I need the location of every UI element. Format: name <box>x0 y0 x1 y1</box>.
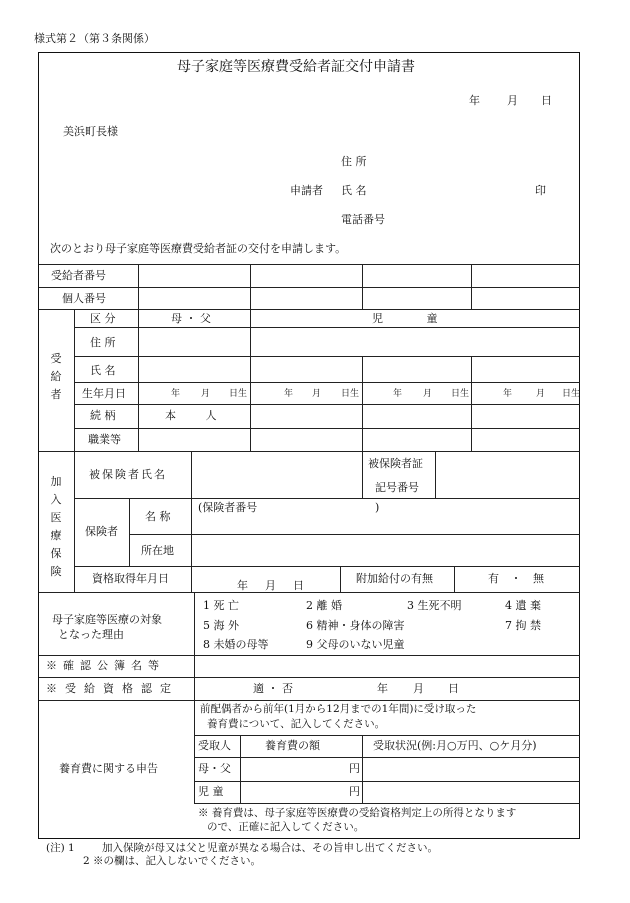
rule <box>138 264 139 309</box>
rule <box>340 566 341 592</box>
rule <box>74 309 75 592</box>
personal-no-label: 個人番号 <box>62 292 106 305</box>
note-item: 2 ※の欄は、記入しないでください。 <box>83 855 262 867</box>
birth-month: 月 <box>423 389 433 399</box>
qualification-day: 日 <box>448 682 459 695</box>
category-label: 区 分 <box>90 312 116 325</box>
rule <box>362 735 363 803</box>
occupation-row-label: 職業等 <box>88 433 121 446</box>
qualification-year: 年 <box>377 682 388 695</box>
rule <box>39 677 580 678</box>
benefit-value: 有 ・ 無 <box>488 572 544 585</box>
name-row-label: 氏 名 <box>90 364 116 377</box>
rule <box>74 428 580 429</box>
parent-label: 母 ・ 父 <box>171 312 211 325</box>
rule <box>240 735 241 803</box>
rule <box>194 781 580 782</box>
reason-item: 2 離 婚 <box>306 599 342 612</box>
birth-row-label: 生年月日 <box>82 387 126 400</box>
rule <box>74 566 580 567</box>
support-row-unit: 円 <box>349 785 360 798</box>
date-year: 年 <box>469 94 480 107</box>
birth-day: 日生 <box>341 389 360 399</box>
notes-label: (注) 1 <box>46 842 75 854</box>
insurer-name-label: 名 称 <box>145 510 171 523</box>
rule <box>191 451 192 592</box>
reason-item: 7 拘 禁 <box>505 619 541 632</box>
birth-month: 月 <box>312 389 322 399</box>
rule <box>138 309 139 451</box>
birth-year: 年 <box>393 389 403 399</box>
rule <box>250 309 251 451</box>
insurer-address-label: 所在地 <box>141 544 174 557</box>
reason-label: 母子家庭等医療の対象 <box>52 613 162 626</box>
qualification-date-label: 資格取得年月日 <box>92 572 169 585</box>
qualification-day: 日 <box>293 579 304 592</box>
rule <box>471 264 472 309</box>
recipient-side-label: 受 給 者 <box>50 352 62 401</box>
rule <box>362 264 363 309</box>
amount-column-header: 養育費の額 <box>265 739 320 752</box>
qualification-month: 月 <box>413 682 424 695</box>
qualification-label: ※受給資格認定 <box>46 682 179 695</box>
rule <box>129 534 580 535</box>
birth-year: 年 <box>171 389 181 399</box>
rule <box>39 655 580 656</box>
intro-text: 次のとおり母子家庭等医療費受給者証の交付を申請します。 <box>50 242 347 255</box>
rule <box>129 498 130 566</box>
rule <box>74 382 580 383</box>
rule <box>74 404 580 405</box>
rule <box>194 803 580 804</box>
address-row-label: 住 所 <box>90 336 116 349</box>
rule <box>362 451 363 498</box>
support-row-who: 母・父 <box>198 762 231 775</box>
rule <box>250 264 251 309</box>
insurance-side-label: 加 入 医 療 保 険 <box>50 475 62 578</box>
note-item: 加入保険が母又は父と児童が異なる場合は、その旨申し出てください。 <box>102 842 438 854</box>
birth-month: 月 <box>201 389 211 399</box>
rule <box>39 592 580 593</box>
birth-month: 月 <box>536 389 546 399</box>
qualification-month: 月 <box>265 579 276 592</box>
confirm-record-label: ※確認公簿名等 <box>46 659 165 672</box>
rule <box>74 498 580 499</box>
reason-item: 9 父母のいない児童 <box>306 638 405 651</box>
rule <box>362 356 363 451</box>
birth-day: 日生 <box>562 389 581 399</box>
child-support-note: ※ 養育費は、母子家庭等医療費の受給資格判定上の所得となります <box>198 807 517 819</box>
reason-label-2: となった理由 <box>58 628 124 641</box>
rule <box>39 264 580 265</box>
reason-item: 3 生死不明 <box>407 599 462 612</box>
birth-year: 年 <box>503 389 513 399</box>
insurer-number-close: ) <box>375 501 380 514</box>
form-title: 母子家庭等医療費受給者証交付申請書 <box>177 59 415 75</box>
applicant-name-label: 氏 名 <box>341 184 367 197</box>
applicant-phone-label: 電話番号 <box>341 213 385 226</box>
rule <box>74 327 580 328</box>
child-support-label: 養育費に関する申告 <box>59 762 158 775</box>
child-support-intro: 前配偶者から前年(1月から12月までの1年間)に受け取った <box>200 703 477 715</box>
rule <box>435 451 436 498</box>
reason-item: 8 未婚の母等 <box>203 638 269 651</box>
status-column-header: 受取状況(例:月○万円、○ケ月分) <box>373 739 537 752</box>
reason-item: 1 死 亡 <box>203 599 239 612</box>
insured-cert-label: 被保険者証 <box>368 457 423 470</box>
reason-item: 6 精神・身体の障害 <box>306 619 405 632</box>
support-row-unit: 円 <box>349 762 360 775</box>
support-row-who: 児 童 <box>198 785 224 798</box>
child-support-note-2: ので、正確に記入してください。 <box>207 821 365 833</box>
rule <box>39 700 580 701</box>
form-label: 様式第２（第３条関係） <box>34 32 155 45</box>
child-support-intro-2: 養育費について、記入してください。 <box>207 718 386 730</box>
relation-self: 本 人 <box>165 409 217 422</box>
date-day: 日 <box>541 94 552 107</box>
insured-name-label: 被保険者氏名 <box>89 468 167 481</box>
rule <box>454 566 455 592</box>
rule <box>39 309 580 310</box>
insurer-number-label: (保険者番号 <box>198 501 258 514</box>
rule <box>39 451 580 452</box>
rule <box>194 592 195 803</box>
rule <box>194 757 580 758</box>
birth-day: 日生 <box>451 389 470 399</box>
rule <box>74 356 580 357</box>
relation-row-label: 続 柄 <box>90 409 116 422</box>
reason-item: 4 遺 棄 <box>505 599 541 612</box>
seal-mark: 印 <box>535 184 546 197</box>
applicant-address-label: 住 所 <box>341 155 367 168</box>
recipient-column-header: 受取人 <box>198 739 231 752</box>
qualification-year: 年 <box>237 579 248 592</box>
child-label: 児 童 <box>372 312 438 325</box>
benefit-label: 附加給付の有無 <box>356 572 433 585</box>
rule <box>39 287 580 288</box>
rule <box>194 735 580 736</box>
rule <box>471 356 472 451</box>
qualification-result: 適 ・ 否 <box>253 682 293 695</box>
birth-year: 年 <box>284 389 294 399</box>
birth-day: 日生 <box>229 389 248 399</box>
insured-cert-number-label: 記号番号 <box>375 481 419 494</box>
insurer-label: 保険者 <box>85 525 118 538</box>
date-month: 月 <box>507 94 518 107</box>
addressee: 美浜町長様 <box>63 125 118 138</box>
recipient-no-label: 受給者番号 <box>51 269 106 282</box>
reason-item: 5 海 外 <box>203 619 239 632</box>
applicant-role: 申請者 <box>290 184 323 197</box>
